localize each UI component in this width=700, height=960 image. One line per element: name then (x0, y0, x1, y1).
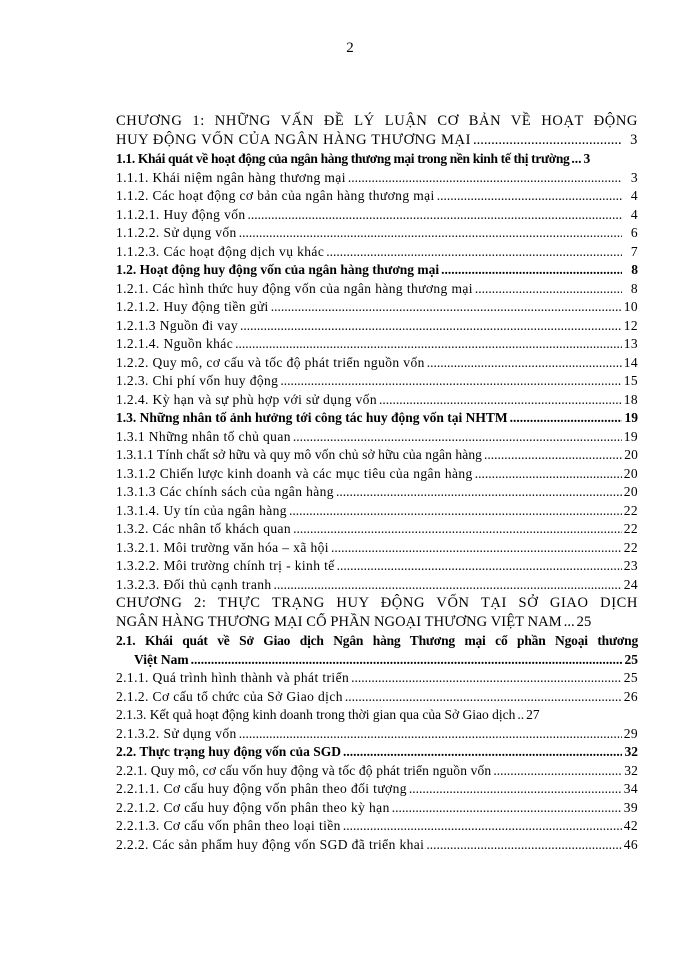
toc-entry[interactable] (116, 428, 638, 447)
toc-section-1-1[interactable] (116, 150, 638, 169)
toc-chapter-1[interactable] (116, 131, 638, 150)
dot-leader (441, 261, 622, 280)
dot-leader (293, 520, 622, 539)
toc-section-2-2[interactable] (116, 743, 638, 762)
toc-entry-page: 8 (630, 280, 638, 296)
toc-entry-title: 2.2. Thực trạng huy động vốn của SGD (116, 744, 342, 759)
toc-entry[interactable] (116, 706, 638, 725)
toc-entry-title: NGÂN HÀNG THƯƠNG MẠI CỔ PHẦN NGOẠI THƯƠNG VIỆT NAM (116, 614, 562, 630)
toc-chapter-2[interactable] (116, 613, 638, 632)
toc-entry[interactable] (116, 539, 638, 558)
dot-leader (280, 372, 621, 391)
toc-section-2-1[interactable] (116, 651, 638, 670)
toc-entry-page: 6 (630, 225, 638, 240)
dot-leader (235, 335, 622, 354)
toc-entry-title: 1.3.2.2. Môi trường chính trị - kinh tế (116, 558, 335, 573)
toc-entry-title: 1.3.2. Các nhân tố khách quan (116, 521, 292, 536)
dot-leader (239, 725, 622, 744)
toc-entry[interactable] (116, 817, 638, 836)
toc-entry-page: 4 (630, 188, 638, 203)
toc-chapter-1-title-line1: CHƯƠNG 1: NHỮNG VẤN ĐỀ LÝ LUẬN CƠ BẢN VỀ HOẠT ĐỘNG (116, 113, 638, 129)
toc-entry-title: HUY ĐỘNG VỐN CỦA NGÂN HÀNG THƯƠNG MẠI (116, 132, 471, 148)
dot-leader (240, 317, 622, 336)
dot-leader (493, 762, 622, 781)
toc-entry[interactable] (116, 780, 638, 799)
toc-entry[interactable] (116, 725, 638, 744)
toc-entry[interactable] (116, 298, 638, 317)
toc-entry-page: 32 (624, 762, 638, 778)
toc-entry-page: 20 (624, 447, 638, 462)
toc-entry-page: 22 (623, 502, 638, 518)
toc-section-1-3[interactable] (116, 409, 638, 428)
toc-entry-title: 1.2. Hoạt động huy động vốn của ngân hàng thương mại (116, 262, 440, 277)
toc-entry-page: 46 (623, 836, 638, 852)
toc-entry-page: 24 (623, 576, 638, 592)
toc-entry-title: 2.2.1.1. Cơ cấu huy động vốn phân theo đối tượng (116, 781, 407, 796)
toc-entry[interactable] (116, 391, 638, 410)
dot-leader (271, 298, 622, 317)
toc-entry-page: 14 (623, 354, 638, 370)
toc-entry[interactable] (116, 465, 638, 484)
toc-entry[interactable] (116, 280, 638, 299)
toc-entry-title: 1.1.2.2. Sử dụng vốn (116, 225, 237, 240)
toc-entry-title: 1.3.2.3. Đối thủ cạnh tranh (116, 576, 272, 592)
toc-entry-page: 25 (576, 614, 592, 630)
toc-entry-page: 10 (623, 299, 638, 314)
toc-entry-title: 1.3.2.1. Môi trường văn hóa – xã hội (116, 539, 329, 555)
toc-entry[interactable] (116, 669, 638, 688)
toc-entry-page: 20 (623, 465, 638, 481)
toc-entry-title: Việt Nam (134, 651, 189, 667)
toc-entry-title: 2.1.2. Cơ cấu tổ chức của Sở Giao dịch (116, 688, 343, 704)
toc-entry[interactable] (116, 836, 638, 855)
dot-leader (343, 743, 622, 762)
toc-entry[interactable] (116, 224, 638, 243)
toc-entry-title: 1.1.2. Các hoạt động cơ bản của ngân hàng thương mại (116, 188, 435, 203)
toc-entry-page: 3 (630, 132, 638, 148)
toc-entry-title: 1.2.1.2. Huy động tiền gửi (116, 299, 269, 314)
toc-section-1-2[interactable] (116, 261, 638, 280)
toc-entry-page: 22 (623, 539, 638, 555)
toc-entry[interactable] (116, 354, 638, 373)
dot-leader (326, 243, 622, 262)
toc-entry-title: 1.2.1.4. Nguồn khác (116, 336, 234, 351)
toc-entry-title: 1.2.1.3 Nguồn đi vay (116, 317, 238, 333)
toc-entry[interactable] (116, 576, 638, 595)
dot-leader (274, 576, 622, 595)
dot-leader (343, 817, 622, 836)
dot-leader (437, 187, 622, 206)
toc-entry-title: 1.3.1.1 Tính chất sở hữu và quy mô vốn chủ sở hữu của ngân hàng (116, 447, 483, 462)
toc-entry-title: 2.1.1. Quá trình hình thành và phát triển (116, 670, 350, 685)
toc-entry-page: 23 (623, 558, 638, 573)
toc-entry-title: 1.2.2. Quy mô, cơ cấu và tốc độ phát triển nguồn vốn (116, 354, 425, 370)
toc-entry-title: 2.1.3.2. Sử dụng vốn (116, 725, 237, 741)
toc-entry-title: 2.2.1. Quy mô, cơ cấu vốn huy động và tốc độ phát triển nguồn vốn (116, 762, 492, 778)
toc-entry-page: 34 (623, 781, 638, 796)
toc-entry[interactable] (116, 483, 638, 502)
toc-entry-page: 13 (623, 336, 638, 351)
toc-entry[interactable] (116, 520, 638, 539)
toc-entry[interactable] (116, 169, 638, 188)
toc-entry-title: 1.1. Khái quát về hoạt động của ngân hàng thương mại trong nền kinh tế thị trường (116, 151, 570, 166)
toc-entry-title: 1.3.1.2 Chiến lược kinh doanh và các mục tiêu của ngân hàng (116, 465, 473, 481)
dot-leader: .. (517, 707, 525, 722)
dot-leader (473, 131, 622, 150)
dot-leader (191, 651, 622, 670)
toc-entry-page: 18 (623, 391, 638, 407)
toc-entry[interactable] (116, 317, 638, 336)
table-of-contents (116, 112, 638, 854)
toc-entry-page: 22 (623, 521, 638, 536)
toc-entry-page: 27 (526, 707, 540, 722)
toc-entry[interactable] (116, 557, 638, 576)
toc-entry-title: 1.2.4. Kỳ hạn và sự phù hợp với sử dụng vốn (116, 391, 377, 407)
dot-leader: ... (571, 151, 582, 166)
toc-entry-page: 29 (623, 725, 638, 741)
dot-leader (336, 483, 622, 502)
toc-entry[interactable] (116, 762, 638, 781)
dot-leader (484, 446, 622, 465)
toc-entry[interactable] (116, 688, 638, 707)
toc-entry-title: 1.1.2.1. Huy động vốn (116, 206, 246, 222)
toc-entry-page: 3 (630, 169, 638, 185)
toc-entry-page: 19 (623, 428, 638, 444)
toc-entry-title: 1.3.1.3 Các chính sách của ngân hàng (116, 484, 334, 499)
toc-entry-page: 25 (624, 651, 638, 667)
toc-entry[interactable] (116, 206, 638, 225)
dot-leader (426, 836, 621, 855)
toc-entry-page: 3 (583, 151, 590, 166)
dot-leader (239, 224, 622, 243)
dot-leader (510, 409, 622, 428)
dot-leader (348, 169, 622, 188)
toc-entry[interactable] (116, 335, 638, 354)
toc-entry-page: 20 (623, 484, 638, 499)
dot-leader (475, 280, 622, 299)
toc-entry[interactable] (116, 372, 638, 391)
toc-entry-title: 2.2.2. Các sản phẩm huy động vốn SGD đã triển khai (116, 836, 425, 852)
dot-leader (392, 799, 622, 818)
toc-entry[interactable] (116, 799, 638, 818)
toc-entry-title: 2.2.1.3. Cơ cấu vốn phân theo loại tiền (116, 818, 341, 833)
toc-entry-page: 8 (631, 262, 638, 277)
toc-entry-page: 25 (623, 670, 638, 685)
toc-entry-page: 7 (630, 243, 638, 259)
toc-entry[interactable] (116, 187, 638, 206)
toc-chapter-2-title-line1: CHƯƠNG 2: THỰC TRẠNG HUY ĐỘNG VỐN TẠI SỞ GIAO DỊCH (116, 595, 638, 611)
toc-entry-title: 2.1.3. Kết quả hoạt động kinh doanh trong thời gian qua của Sở Giao dịch (116, 707, 516, 722)
dot-leader (345, 688, 622, 707)
dot-leader (337, 557, 622, 576)
dot-leader: ... (563, 614, 575, 630)
dot-leader (427, 354, 622, 373)
dot-leader (289, 502, 622, 521)
toc-entry-title: 1.2.1. Các hình thức huy động vốn của ngân hàng thương mại (116, 280, 473, 296)
toc-entry-title: 1.2.3. Chi phí vốn huy động (116, 373, 279, 388)
page-number: 2 (346, 40, 354, 56)
toc-entry-title: 2.2.1.2. Cơ cấu huy động vốn phân theo kỳ hạn (116, 799, 390, 815)
toc-section-2-1-title-line1: 2.1. Khái quát về Sở Giao dịch Ngân hàng Thương mại cổ phần Ngoại thương (116, 633, 638, 648)
toc-entry-page: 39 (623, 799, 638, 815)
toc-entry-page: 19 (624, 410, 638, 425)
toc-entry[interactable] (116, 243, 638, 262)
toc-entry-page: 4 (630, 206, 638, 222)
toc-entry-page: 42 (623, 818, 638, 833)
dot-leader (351, 669, 622, 688)
toc-entry-title: 1.3. Những nhân tố ảnh hưởng tới công tác huy động vốn tại NHTM (116, 410, 508, 425)
toc-entry-page: 12 (623, 317, 638, 333)
toc-entry-title: 1.3.1 Những nhân tố chủ quan (116, 428, 291, 444)
dot-leader (475, 465, 622, 484)
toc-entry[interactable] (116, 446, 638, 465)
toc-entry-title: 1.3.1.4. Uy tín của ngân hàng (116, 502, 287, 518)
toc-entry-title: 1.1.1. Khái niệm ngân hàng thương mại (116, 169, 346, 185)
toc-entry-page: 15 (623, 373, 638, 388)
toc-entry[interactable] (116, 502, 638, 521)
dot-leader (379, 391, 622, 410)
dot-leader (293, 428, 622, 447)
toc-entry-page: 26 (623, 688, 638, 704)
dot-leader (331, 539, 622, 558)
dot-leader (409, 780, 622, 799)
toc-entry-title: 1.1.2.3. Các hoạt động dịch vụ khác (116, 243, 325, 259)
dot-leader (248, 206, 622, 225)
toc-entry-page: 32 (624, 744, 638, 759)
